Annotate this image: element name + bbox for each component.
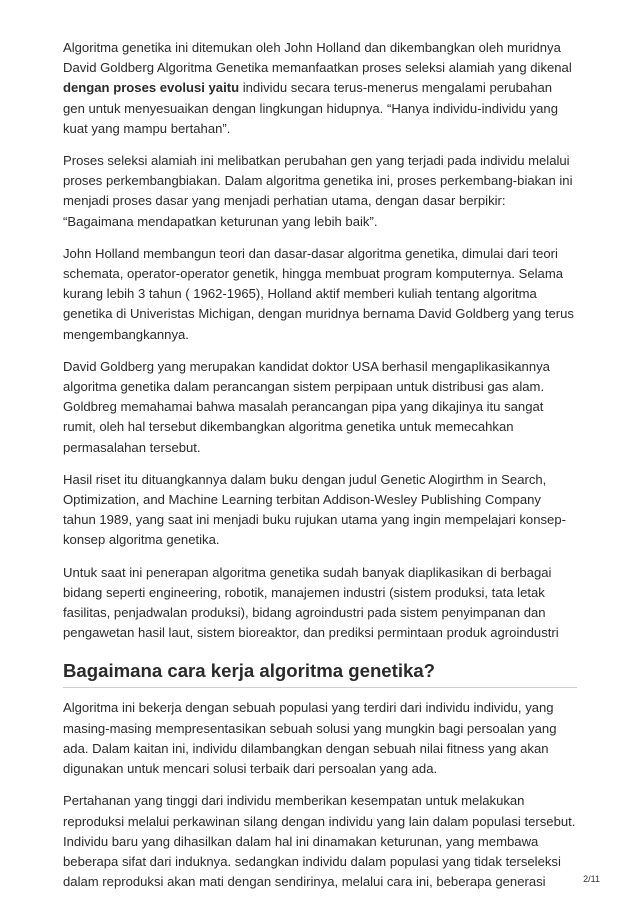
section-heading: Bagaimana cara kerja algoritma genetika? xyxy=(63,659,577,688)
page-number: 2/11 xyxy=(583,874,600,884)
paragraph-intro xyxy=(63,38,577,139)
paragraph-pertahanan: Pertahanan yang tinggi dari individu memberikan kesempatan untuk melakukan reproduksi melalui perkawinan silang dengan individu yang lain dalam populasi tersebut. Individu baru yang dihasilkan dalam hal ini dinamakan keturunan, yang membawa beberapa sifat dari induknya. sedangkan individu dalam populasi yang tidak terseleksi dalam reproduksi akan mati dengan sendirinya, melalui cara ini, beberapa generasi xyxy=(63,793,576,890)
paragraph-intro-text-start: Algoritma genetika ini ditemukan oleh John Holland dan dikembangkan oleh muridnya David Goldberg Algoritma Genetika memanfaatkan proses seleksi alamiah yang dikenal xyxy=(63,40,572,76)
paragraph-hasil-riset: Hasil riset itu dituangkannya dalam buku dengan judul Genetic Alogirthm in Search, Optimization, and Machine Learning terbitan Addison-Wesley Publishing Company tahun 1989, yang saat ini menjadi buku rujukan utama yang ingin mempelajari konsep-konsep algoritma genetika. xyxy=(63,471,566,548)
paragraph-cara-kerja: Algoritma ini bekerja dengan sebuah populasi yang terdiri dari individu individu, yang masing-masing mempresentasikan sebuah solusi yang mungkin bagi persoalan yang ada. Dalam kaitan ini, individu dilambangkan dengan sebuah nilai fitness yang akan digunakan untuk mencari solusi terbaik dari persoalan yang ada. xyxy=(63,700,557,777)
paragraph-penerapan: Untuk saat ini penerapan algoritma genetika sudah banyak diaplikasikan di berbagai bidang seperti engineering, robotik, manajemen industri (sistem produksi, tata letak fasilitas, penjadwalan produksi), bidang agroindustri pada sistem penyimpanan dan pengawetan hasil laut, sistem bioreaktor, dan prediksi permintaan produk agroindustri xyxy=(63,564,559,641)
paragraph-john-holland: John Holland membangun teori dan dasar-dasar algoritma genetika, dimulai dari teori schemata, operator-operator genetik, hingga membuat program komputernya. Selama kurang lebih 3 tahun ( 1962-1965), Holland aktif memberi kuliah tentang algoritma genetika di Univeristas Michigan, dengan muridnya bernama David Goldberg yang terus mengembangkannya. xyxy=(63,245,574,342)
document-page xyxy=(63,38,577,904)
paragraph-intro-text-end: individu secara terus-menerus mengalami perubahan gen untuk menyesuaikan dengan lingkungan hidupnya. “Hanya individu-individu yang kuat yang mampu bertahan”. xyxy=(63,80,558,136)
bold-phrase: dengan proses evolusi yaitu xyxy=(63,80,240,96)
paragraph-seleksi-alamiah: Proses seleksi alamiah ini melibatkan perubahan gen yang terjadi pada individu melalui proses perkembangbiakan. Dalam algoritma genetika ini, proses perkembang-biakan ini menjadi proses dasar yang menjadi perhatian utama, dengan dasar berpikir: “Bagaimana mendapatkan keturunan yang lebih baik”. xyxy=(63,153,573,229)
paragraph-david-goldberg: David Goldberg yang merupakan kandidat doktor USA berhasil mengaplikasikannya algoritma genetika dalam perancangan sistem perpipaan untuk distribusi gas alam. Goldbreg memahamai bahwa masalah perancangan pipa yang dikajinya itu sangat rumit, oleh hal tersebut dikembangkan algoritma genetika untuk memecahkan permasalahan tersebut. xyxy=(63,358,550,455)
